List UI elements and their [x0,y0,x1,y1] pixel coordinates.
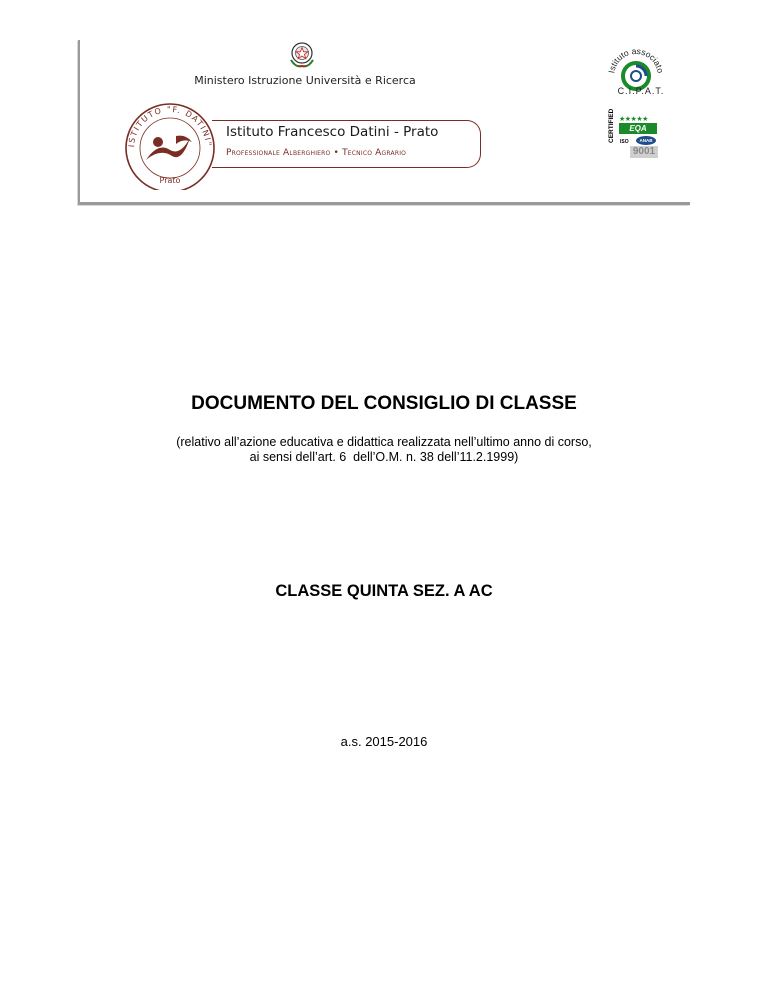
document-subtitle [0,435,768,465]
cert-iso-label: ISO [620,139,629,145]
document-title: DOCUMENTO DEL CONSIGLIO DI CLASSE [191,393,577,414]
class-heading: CLASSE QUINTA SEZ. A AC [275,582,493,600]
cert-eqa-label: EQA [619,123,657,134]
school-logo-place: Prato [159,176,181,185]
cert-anab-label: ANAB [636,136,656,145]
cert-stars: ★★★★★ [619,116,648,123]
cert-number: 9001 [630,146,658,158]
school-year: a.s. 2015-2016 [340,734,428,749]
school-name: Istituto Francesco Datini - Prato [226,124,439,140]
iso-9001-certification-icon [608,108,660,167]
document-subtitle-line-2: ai sensi dell’art. 6 dell’O.M. n. 38 dell’11.2.1999) [249,450,519,464]
svg-text:Istituto associato: Istituto associato [606,45,666,74]
italian-republic-emblem-icon [288,40,316,70]
svg-text:ISTITUTO "F. DATINI": ISTITUTO "F. DATINI" [126,104,214,148]
school-subtitle: Professionale Alberghiero • Tecnico Agrario [226,148,407,158]
cipat-label: C.I.P.A.T. [617,86,665,96]
ministry-name: Ministero Istruzione Università e Ricerca [194,74,416,87]
cert-vertical-label: CERTIFIED [608,108,615,143]
document-subtitle-line-1: (relativo all’azione educativa e didattica realizzata nell’ultimo anno di corso, [176,435,592,449]
